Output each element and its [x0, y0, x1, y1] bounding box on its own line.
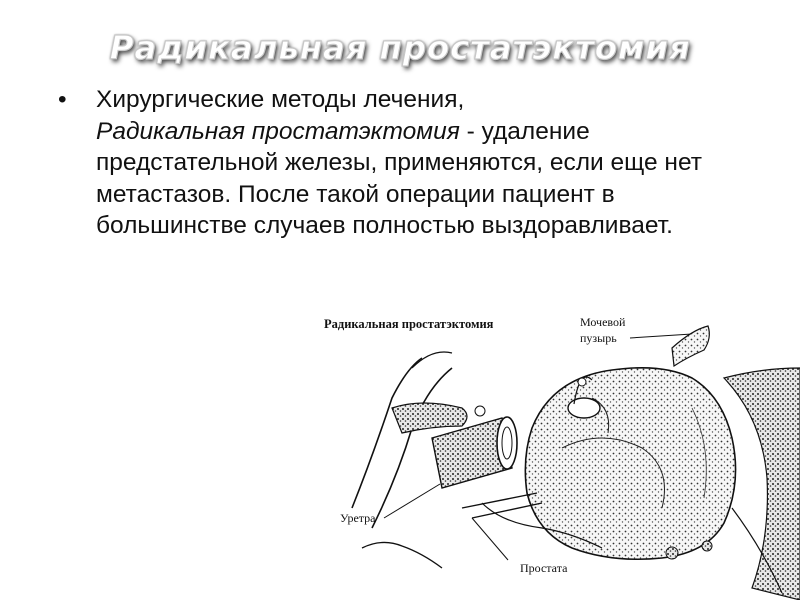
bullet-list [58, 84, 758, 242]
suture-knot [578, 378, 586, 386]
prostatectomy-drawing [312, 308, 800, 600]
instrument-line [472, 503, 542, 518]
bladder-pointer [630, 334, 692, 338]
bullet-italic-term: Радикальная простатэктомия [96, 117, 460, 145]
instrument-line [462, 493, 537, 508]
vessel-line [352, 358, 422, 508]
tissue-edge [362, 542, 442, 568]
anatomy-illustration [312, 308, 800, 600]
left-tissue [392, 403, 467, 433]
bladder-opening [568, 398, 600, 418]
urethra-lumen [502, 427, 512, 459]
nodule [666, 547, 678, 559]
bullet-text-rest: - удаление предстательной железы, применяются, если еще нет метастазов. После такой операции пациент в большинстве случаев полностью выздоравливает. [96, 117, 702, 239]
label-urethra: Уретра [340, 511, 376, 525]
bullet-marker: • [58, 86, 67, 113]
label-bladder-line1: Мочевой [580, 315, 626, 329]
prostate-pointer [472, 518, 508, 560]
nodule [702, 541, 712, 551]
bladder-neck-shape [672, 326, 709, 366]
bullet-item [58, 84, 758, 242]
figure-caption: Радикальная простатэктомия [324, 317, 494, 331]
label-bladder-line2: пузырь [580, 331, 617, 345]
urethra-pointer [384, 484, 440, 518]
bullet-line1: Хирургические методы лечения, [96, 86, 465, 113]
vessel-end [475, 406, 485, 416]
label-prostate: Простата [520, 561, 568, 575]
slide-title: Радикальная простатэктомия [109, 28, 691, 67]
